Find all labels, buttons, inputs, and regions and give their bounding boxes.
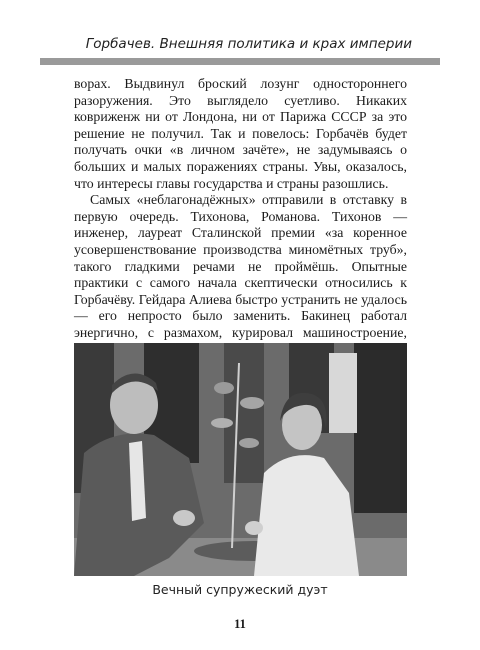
paragraph: Самых «неблагонадёжных» отправили в отставку в первую очередь. Тихонова, Романова. Тихонов — инженер, лауреат Сталинской премии «за коренное усовершенствование производства миномётных труб», такого гладкими речами не проймёшь. Опытные практики с самого начала скептически относились к Горбачёву. Гейдара Алиева быстро устранить не удалось — его непросто было заменить. Бакинец работал энергично, с размахом, курировал машиностроение, bbox=[74, 192, 407, 340]
running-header-title: Горбачев. Внешняя политика и крах империи bbox=[85, 36, 412, 52]
photograph bbox=[74, 343, 407, 576]
photo-illustration bbox=[74, 343, 407, 576]
photo-caption: Вечный супружеский дуэт bbox=[152, 582, 328, 597]
body-text bbox=[74, 76, 407, 375]
paragraph: ворах. Выдвинул броский лозунг одностороннего разоружения. Это выглядело суетливо. Никаких ковриженж ни от Лондона, ни от Парижа СССР за это решение не получил. Так и повелось: Горбачёв будет получать очки «в личном зачёте», не задумываясь о больших и малых поражениях страны. Увы, оказалось, что интересы главы государства и страны разошлись. bbox=[74, 76, 407, 191]
page-number: 11 bbox=[234, 617, 246, 631]
running-header bbox=[40, 0, 440, 66]
header-rule bbox=[40, 58, 440, 65]
